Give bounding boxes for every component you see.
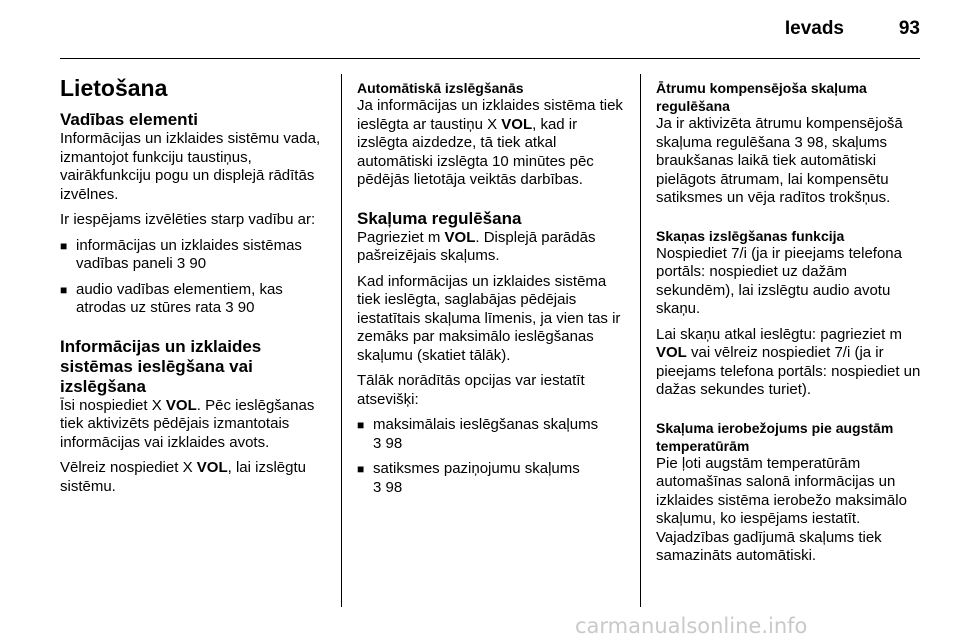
bullet-marker: ■ bbox=[60, 282, 68, 297]
vol-key: VOL bbox=[444, 228, 476, 246]
bullet-item: ■ informācijas un izklaides sistēmas vadības paneli 3 90 bbox=[60, 236, 302, 272]
volume-knob-symbol: m bbox=[427, 228, 441, 246]
vol-key: VOL bbox=[656, 344, 687, 361]
subsection-title-speed-volume: Ātrumu kompensējoša skaļuma regulēšana bbox=[656, 80, 867, 114]
power-knob-symbol: X bbox=[151, 396, 162, 414]
vol-key: VOL bbox=[165, 396, 197, 414]
subsection-title-mute: Skaņas izslēgšanas funkcija bbox=[656, 227, 845, 244]
page-number: 93 bbox=[898, 18, 920, 39]
bullet-marker: ■ bbox=[357, 418, 365, 432]
bullet-item: ■ maksimālais ieslēgšanas skaļums 3 98 bbox=[357, 416, 599, 452]
footer-watermark: carmanualsonline.info bbox=[575, 614, 808, 638]
bullet-item: ■ audio vadības elementiem, kas atrodas uz stūres rata 3 90 bbox=[60, 280, 283, 316]
subsection-title-power: Informācijas un izklaides sistēmas ieslēgšana vai izslēgšana bbox=[60, 336, 262, 396]
section-heading: Lietošana bbox=[60, 75, 168, 101]
vol-key: VOL bbox=[501, 115, 533, 133]
paragraph: Lai skaņu atkal ieslēgtu: pagrieziet m VOL vai vēlreiz nospiediet 7/i (ja ir pieejams telefona portāls: nospiediet un dažas sekundes turiet). bbox=[656, 325, 921, 398]
column-1 bbox=[60, 66, 328, 503]
power-knob-symbol: X bbox=[182, 459, 193, 476]
mute-button-symbol: 7/i bbox=[731, 244, 747, 262]
bullet-marker: ■ bbox=[357, 462, 365, 476]
paragraph: Ja informācijas un izklaides sistēma tiek ieslēgta ar taustiņu X VOL, kad ir izslēgta aizdedze, tā tiek atkal automātiski izslēgta 10 minūtes pēc pēdējās lietotāja veiktās darbības. bbox=[357, 97, 623, 188]
subsection-title-auto-off: Automātiskā izslēgšanās bbox=[357, 80, 524, 96]
vol-key: VOL bbox=[196, 459, 228, 476]
header-rule bbox=[60, 58, 920, 59]
page-header-title: Ievads bbox=[784, 18, 844, 39]
subsection-title-controls: Vadības elementi bbox=[60, 110, 198, 129]
page-reference: 3 98 bbox=[373, 434, 403, 452]
paragraph: Vēlreiz nospiediet X VOL, lai izslēgtu sistēmu. bbox=[60, 459, 306, 495]
paragraph: Ir iespējams izvēlēties starp vadību ar: bbox=[60, 211, 316, 228]
volume-knob-symbol: m bbox=[889, 325, 902, 343]
paragraph: Informācijas un izklaides sistēmu vada, izmantojot funkciju taustiņus, vairākfunkciju pogu un displejā rādītās izvēlnes. bbox=[60, 130, 321, 203]
subsection-title-volume: Skaļuma regulēšana bbox=[357, 208, 522, 228]
page-reference: 3 98 bbox=[373, 478, 403, 496]
paragraph: Pagrieziet m VOL. Displejā parādās pašreizējais skaļums. bbox=[357, 228, 596, 264]
page-reference: 3 98 bbox=[794, 133, 824, 151]
bullet-item: ■ satiksmes paziņojumu skaļums 3 98 bbox=[357, 460, 580, 496]
paragraph: Nospiediet 7/i (ja ir pieejams telefona portāls: nospiediet uz dažām sekundēm), lai izslēgtu audio avotu skaņu. bbox=[656, 244, 902, 317]
paragraph: Pie ļoti augstām temperatūrām automašīnas salonā informācijas un izklaides sistēma ierobežo maksimālo skaļumu, ko iespējams iestatīt. Vajadzības gadījumā skaļums tiek samazināts automātiski. bbox=[656, 454, 907, 564]
paragraph: Ja ir aktivizēta ātrumu kompensējošā skaļuma regulēšana 3 98, skaļums braukšanas laikā tiek automātiski pielāgots ātrumam, lai kompensētu satiksmes un vēja radītos trokšņus. bbox=[656, 115, 903, 206]
subsection-title-temperature-limit: Skaļuma ierobežojums pie augstām temperatūrām bbox=[656, 419, 894, 454]
page-reference: 3 90 bbox=[176, 255, 207, 272]
page-reference: 3 90 bbox=[225, 299, 255, 316]
power-knob-symbol: X bbox=[487, 115, 498, 133]
column-2 bbox=[357, 79, 627, 504]
bullet-marker: ■ bbox=[60, 238, 68, 253]
column-divider-2 bbox=[640, 74, 641, 607]
column-3 bbox=[656, 79, 924, 573]
paragraph: Kad informācijas un izklaides sistēma tiek ieslēgta, saglabājas pēdējais iestatītais skaļuma līmenis, ja vien tas ir zemāks par maksimālo ieslēgšanas skaļumu (skatiet tālāk). bbox=[357, 272, 621, 364]
mute-button-symbol: 7/i bbox=[834, 344, 851, 361]
paragraph: Īsi nospiediet X VOL. Pēc ieslēgšanas tiek aktivizēts pēdējais izmantotais informācijas vai izklaides avots. bbox=[60, 396, 315, 451]
paragraph: Tālāk norādītās opcijas var iestatīt atsevišķi: bbox=[357, 372, 585, 408]
column-divider-1 bbox=[341, 74, 342, 607]
